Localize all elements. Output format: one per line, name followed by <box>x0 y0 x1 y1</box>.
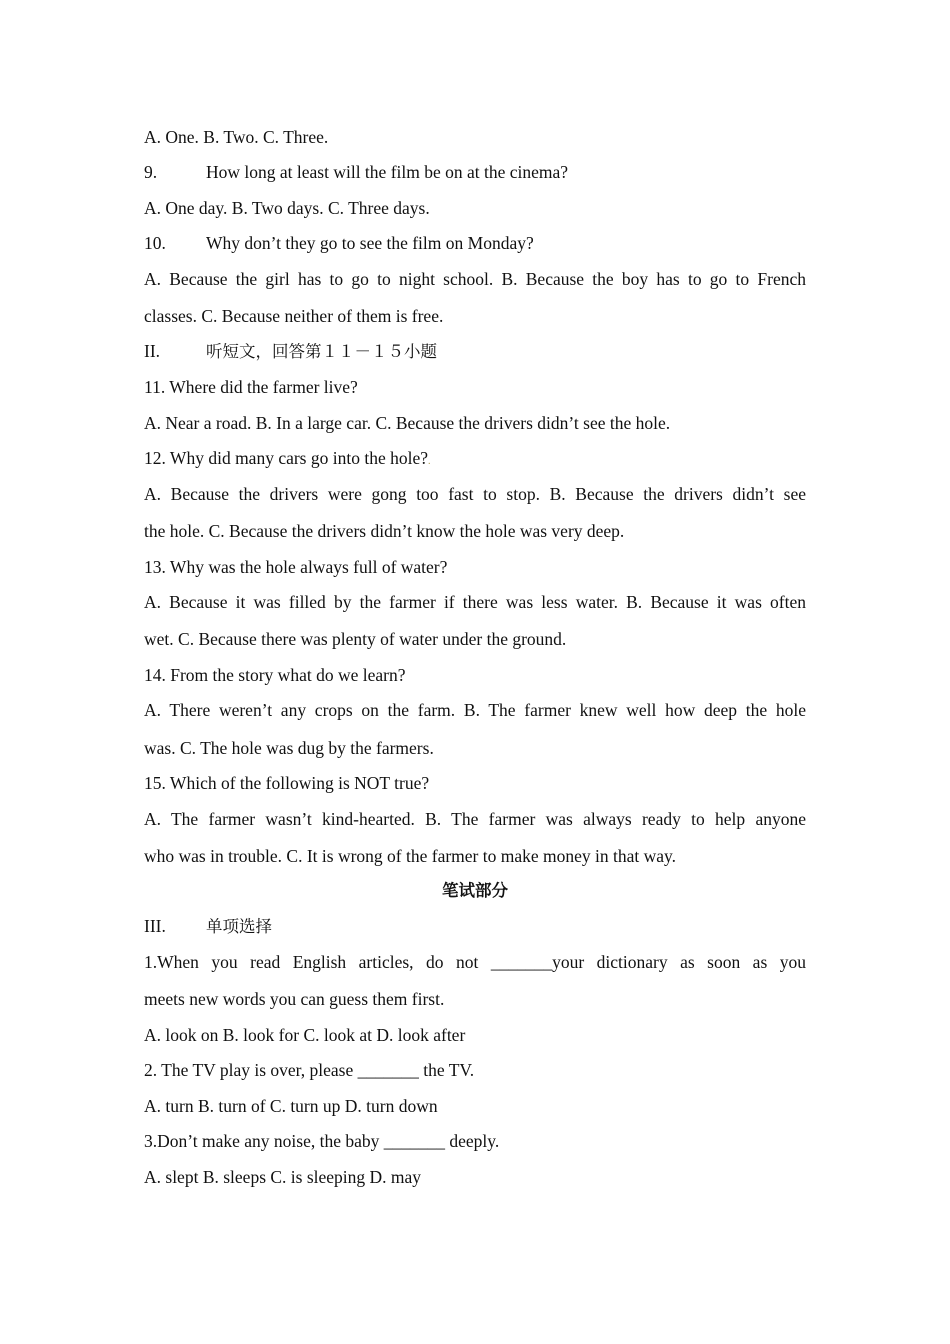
mc1-line1: 1.When you read English articles, do not _______your dictionary as soon as you <box>144 952 806 972</box>
written-part-heading: 笔试部分 <box>442 881 508 900</box>
q9-text: How long at least will the film be on at the cinema? <box>206 162 569 182</box>
mc2-options: A. turn B. turn of C. turn up D. turn down <box>144 1096 438 1116</box>
section-iii-number: III. <box>144 916 166 936</box>
q10-options-line1: A. Because the girl has to go to night school. B. Because the boy has to go to French <box>144 269 806 289</box>
q10-number: 10. <box>144 233 166 253</box>
q15-options-line2: who was in trouble. C. It is wrong of the farmer to make money in that way. <box>144 846 677 866</box>
section-ii-number: II. <box>144 341 161 361</box>
q15-options-line1: A. The farmer wasn’t kind-hearted. B. The farmer was always ready to help anyone <box>144 809 806 829</box>
q11: 11. Where did the farmer live? <box>144 377 358 397</box>
q10-options-line2: classes. C. Because neither of them is free. <box>144 306 444 326</box>
section-ii-heading <box>144 340 806 363</box>
q8-options: A. One. B. Two. C. Three. <box>144 127 329 147</box>
q14-options-line2: was. C. The hole was dug by the farmers. <box>144 738 434 758</box>
q13: 13. Why was the hole always full of water? <box>144 557 448 577</box>
mc3: 3.Don’t make any noise, the baby _______ deeply. <box>144 1131 500 1151</box>
q10-text: Why don’t they go to see the film on Monday? <box>206 233 534 253</box>
q14-options-line1: A. There weren’t any crops on the farm. B. The farmer knew well how deep the hole <box>144 700 806 720</box>
q9-options: A. One day. B. Two days. C. Three days. <box>144 198 430 218</box>
q12-options-line1: A. Because the drivers were gong too fast to stop. B. Because the drivers didn’t see <box>144 484 806 504</box>
mc1-options: A. look on B. look for C. look at D. look after <box>144 1025 466 1045</box>
section-ii-title: 听短文，回答第１１－１５小题 <box>206 342 437 361</box>
ink-speck: . <box>428 456 431 467</box>
section-iii-heading <box>144 915 806 938</box>
q15: 15. Which of the following is NOT true? <box>144 773 430 793</box>
q9 <box>144 161 806 183</box>
section-iii-title: 单项选择 <box>206 917 272 936</box>
q9-number: 9. <box>144 162 158 182</box>
mc3-options: A. slept B. sleeps C. is sleeping D. may <box>144 1167 422 1187</box>
q14: 14. From the story what do we learn? <box>144 665 406 685</box>
mc1-line2: meets new words you can guess them first. <box>144 989 445 1009</box>
q13-options-line1: A. Because it was filled by the farmer if there was less water. B. Because it was often <box>144 592 806 612</box>
mc2: 2. The TV play is over, please _______ the TV. <box>144 1060 475 1080</box>
q11-options: A. Near a road. B. In a large car. C. Because the drivers didn’t see the hole. <box>144 413 671 433</box>
q12-options-line2: the hole. C. Because the drivers didn’t know the hole was very deep. <box>144 521 625 541</box>
q12-text: 12. Why did many cars go into the hole? <box>144 448 428 468</box>
q10 <box>144 232 806 254</box>
q13-options-line2: wet. C. Because there was plenty of water under the ground. <box>144 629 567 649</box>
q12 <box>144 447 806 473</box>
